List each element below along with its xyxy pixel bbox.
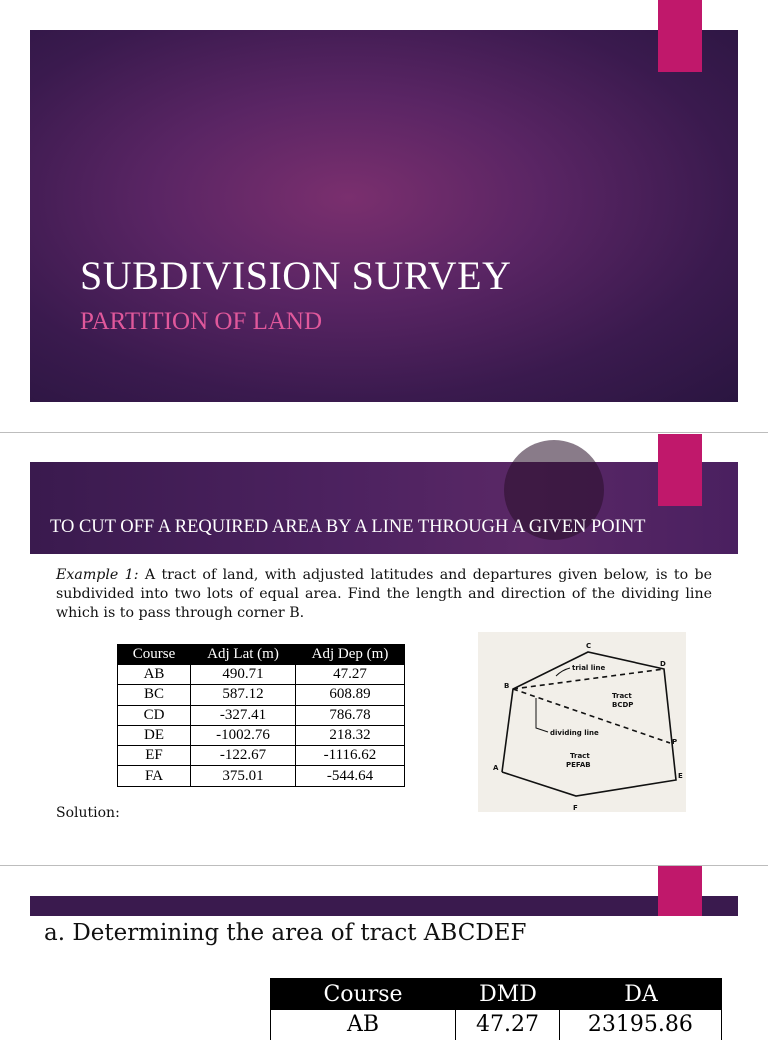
table-row [270, 1010, 722, 1040]
col-header: DA [624, 981, 658, 1007]
section-header-band [30, 462, 738, 554]
table-cell: 23195.86 [587, 1012, 693, 1037]
slide-subtitle: PARTITION OF LAND [80, 308, 323, 335]
table-cell: DE [118, 725, 191, 745]
dividing-leader [536, 698, 548, 732]
point-label-d: D [660, 660, 666, 668]
tract-pefab-label-2: PEFAB [566, 761, 591, 769]
table-row [118, 665, 405, 685]
table-cell: BC [118, 685, 191, 705]
tract-pefab-label-1: Tract [570, 752, 590, 760]
step-heading: a. Determining the area of tract ABCDEF [44, 920, 527, 946]
table-cell: 47.27 [296, 665, 405, 685]
table-cell: -327.41 [191, 705, 296, 725]
point-label-f: F [573, 804, 578, 812]
subdivision-diagram-svg [478, 632, 686, 812]
col-header: Course [323, 981, 403, 1007]
point-label-a: A [493, 764, 499, 772]
dmd-table-header [270, 978, 722, 1010]
table-cell: 786.78 [296, 705, 405, 725]
table-cell: AB [271, 1010, 456, 1040]
table-cell: 490.71 [191, 665, 296, 685]
table-cell: EF [118, 746, 191, 766]
tract-bcdp-label-1: Tract [612, 692, 632, 700]
table-header-row [118, 645, 405, 665]
example-text: A tract of land, with adjusted latitudes and departures given below, is to be subdivided into two lots of equal area. Find the length and direction of the dividing line which is to pass through corner B. [56, 567, 712, 621]
subdivision-diagram [478, 632, 686, 812]
point-label-p: P [672, 738, 678, 746]
table-cell: 47.27 [456, 1010, 560, 1040]
table-cell: -122.67 [191, 746, 296, 766]
table-cell: 608.89 [296, 685, 405, 705]
table-cell: FA [118, 766, 191, 786]
title-slide [30, 30, 738, 402]
table-cell: 218.32 [296, 725, 405, 745]
solution-label: Solution: [56, 805, 120, 821]
point-label-e: E [678, 772, 683, 780]
accent-tab [658, 0, 702, 72]
point-label-b: B [504, 682, 510, 690]
table-cell: CD [118, 705, 191, 725]
point-label-c: C [586, 642, 592, 650]
dividing-line-label: dividing line [550, 729, 599, 737]
slide-separator [0, 865, 768, 866]
table-row [118, 766, 405, 786]
example-paragraph [56, 566, 712, 623]
trial-line [513, 669, 664, 689]
boundary-line [502, 652, 676, 796]
table-cell: AB [118, 665, 191, 685]
trial-line-label: trial line [572, 664, 606, 672]
col-header: Adj Dep (m) [296, 645, 405, 665]
col-header: Adj Lat (m) [191, 645, 296, 665]
accent-tab [658, 434, 702, 506]
table-cell: -1002.76 [191, 725, 296, 745]
tract-bcdp-label-2: BCDP [612, 701, 634, 709]
table-cell: 587.12 [191, 685, 296, 705]
example-label: Example 1: [56, 567, 139, 583]
col-header: DMD [479, 981, 537, 1007]
table-row [118, 746, 405, 766]
table-cell: -544.64 [296, 766, 405, 786]
trial-leader [556, 668, 570, 676]
col-header: Course [118, 645, 191, 665]
table-row [118, 705, 405, 725]
section-header-band [30, 896, 738, 916]
section-heading: TO CUT OFF A REQUIRED AREA BY A LINE THROUGH A GIVEN POINT [50, 517, 646, 537]
slide-title: SUBDIVISION SURVEY [80, 253, 512, 298]
table-row [118, 725, 405, 745]
table-cell: -1116.62 [296, 746, 405, 766]
table-row [118, 685, 405, 705]
latitude-departure-table [117, 644, 405, 787]
slide-separator [0, 432, 768, 433]
accent-tab [658, 866, 702, 916]
table-cell: 375.01 [191, 766, 296, 786]
